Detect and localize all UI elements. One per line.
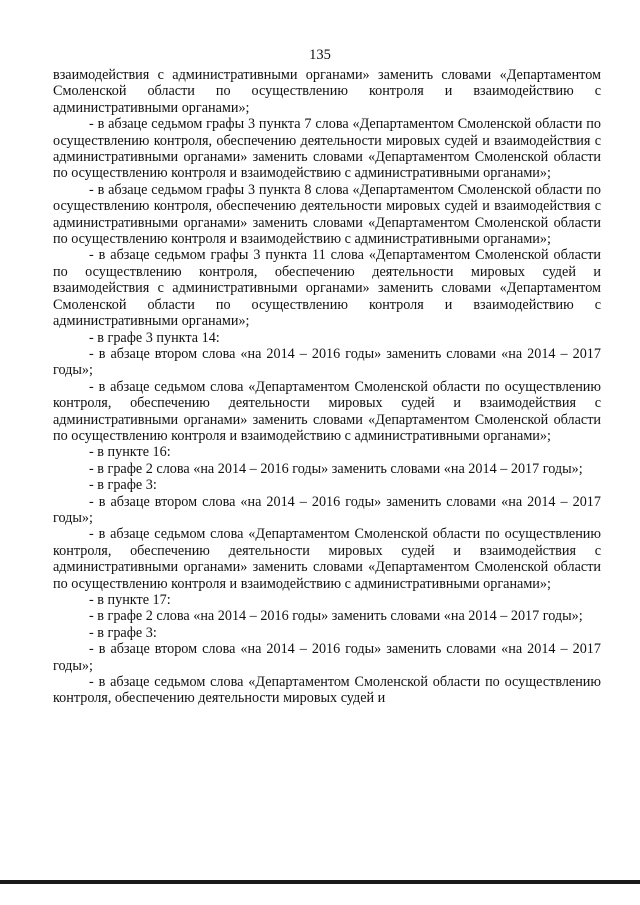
paragraph: - в графе 3: bbox=[89, 624, 157, 641]
paragraph: - в абзаце седьмом слова «Департаментом Смоленской области по осуществлению контроля, обеспечению деятельности мировых судей и взаимодействия с административными органами» заменить словами «Департаментом Смоленской области по осуществлению контроля и взаимодействию с административными органами»; bbox=[53, 378, 601, 444]
paragraph: - в графе 2 слова «на 2014 – 2016 годы» заменить словами «на 2014 – 2017 годы»; bbox=[89, 460, 583, 477]
paragraph: - в графе 3 пункта 14: bbox=[89, 329, 220, 346]
paragraph: - в абзаце втором слова «на 2014 – 2016 годы» заменить словами «на 2014 – 2017 годы»; bbox=[53, 641, 601, 674]
document-body bbox=[53, 67, 601, 707]
paragraph: - в абзаце втором слова «на 2014 – 2016 годы» заменить словами «на 2014 – 2017 годы»; bbox=[53, 493, 601, 526]
paragraph: - в пункте 17: bbox=[89, 592, 171, 608]
paragraph: - в абзаце седьмом графы 3 пункта 8 слова «Департаментом Смоленской области по осуществлению контроля, обеспечению деятельности мировых судей и взаимодействия с административными органами» заменить словами «Департаментом Смоленской области по осуществлению контроля и взаимодействию с административными органами»; bbox=[53, 181, 601, 248]
page-number: 135 bbox=[309, 47, 331, 63]
bottom-scan-edge bbox=[0, 880, 640, 884]
paragraph: - в абзаце седьмом графы 3 пункта 7 слова «Департаментом Смоленской области по осуществлению контроля, обеспечению деятельности мировых судей и взаимодействия с административными органами» заменить словами «Департаментом Смоленской области по осуществлению контроля и взаимодействию с административными органами»; bbox=[53, 116, 601, 182]
paragraph: взаимодействия с административными органами» заменить словами «Департаментом Смоленской области по осуществлению контроля и взаимодействию с административными органами»; bbox=[53, 67, 601, 116]
paragraph: - в графе 3: bbox=[89, 477, 157, 494]
paragraph: - в графе 2 слова «на 2014 – 2016 годы» заменить словами «на 2014 – 2017 годы»; bbox=[89, 608, 583, 625]
paragraph: - в пункте 16: bbox=[89, 444, 171, 461]
paragraph: - в абзаце седьмом слова «Департаментом Смоленской области по осуществлению контроля, обеспечению деятельности мировых судей и взаимодействия с административными органами» заменить словами «Департаментом Смоленской области по осуществлению контроля и взаимодействию с административными органами»; bbox=[53, 526, 601, 592]
paragraph: - в абзаце втором слова «на 2014 – 2016 годы» заменить словами «на 2014 – 2017 годы»; bbox=[53, 345, 601, 379]
paragraph: - в абзаце седьмом графы 3 пункта 11 слова «Департаментом Смоленской области по осуществлению контроля, обеспечению деятельности мировых судей и взаимодействия с административными органами» заменить словами «Департаментом Смоленской области по осуществлению контроля и взаимодействию с административными органами»; bbox=[53, 247, 601, 330]
paragraph: - в абзаце седьмом слова «Департаментом Смоленской области по осуществлению контроля, обеспечению деятельности мировых судей и bbox=[53, 674, 601, 707]
